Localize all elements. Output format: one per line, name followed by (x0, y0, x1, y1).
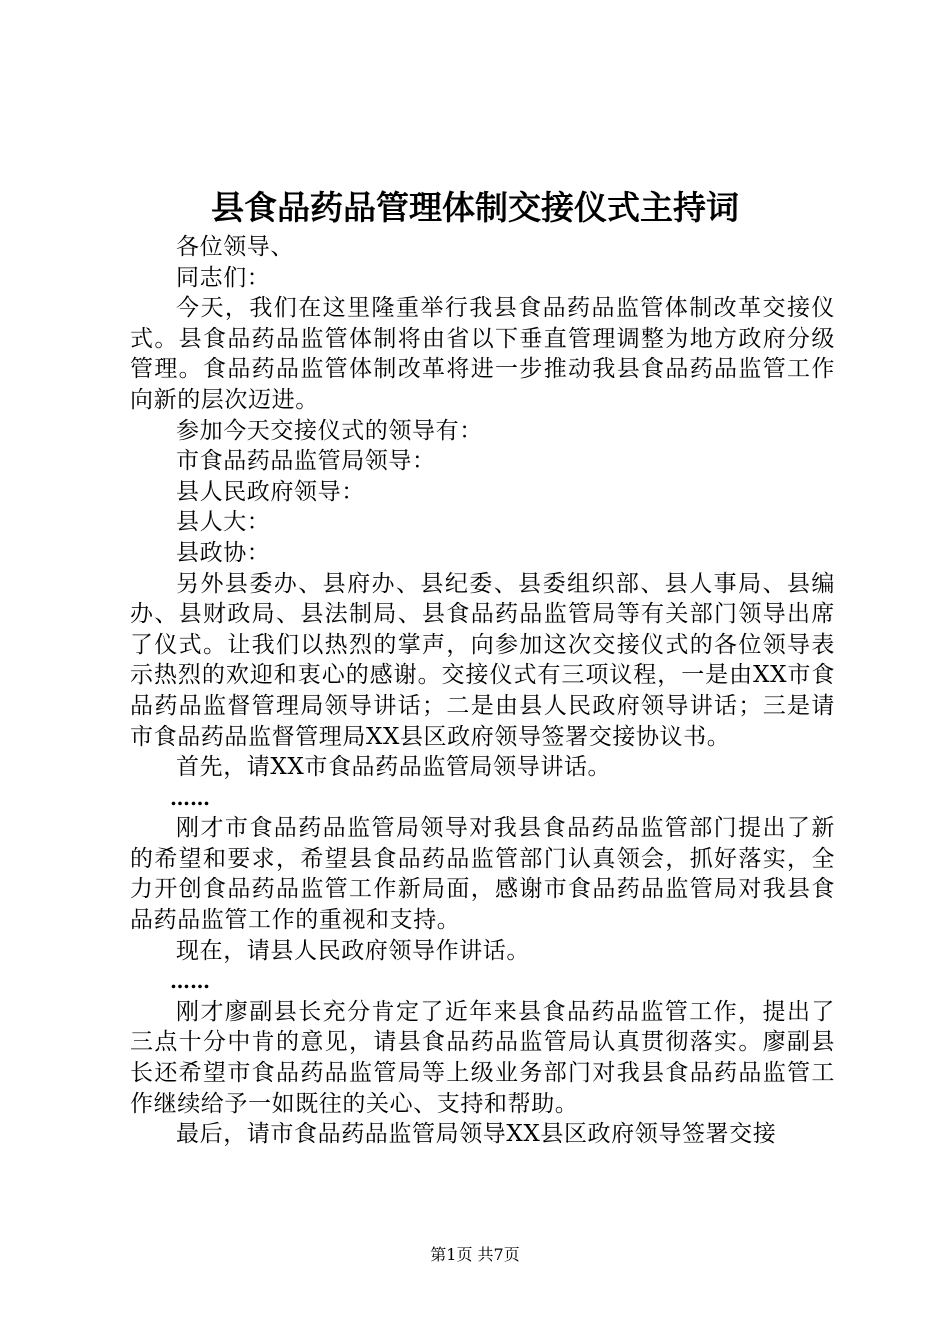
paragraph-greeting-comrades: 同志们： (176, 264, 271, 291)
paragraph-attending-leaders: 参加今天交接仪式的领导有： (176, 417, 483, 444)
paragraph-signing: 最后，请市食品药品监管局领导XX县区政府领导签署交接 (176, 1121, 777, 1148)
paragraph-second-speech: 现在，请县人民政府领导作讲话。 (176, 937, 530, 964)
paragraph-greeting-leaders: 各位领导、 (176, 234, 294, 260)
ellipsis-divider: …… (170, 969, 210, 994)
paragraph-second-summary: 刚才廖副县长充分肯定了近年来县食品药品监管工作，提出了三点十分中肯的意见，请县食品药品监管局认真贯彻落实。廖副县长还希望市食品药品监管局等上级业务部门对我县食品药品监管工作继续给予一如既往的关心、支持和帮助。 (130, 998, 835, 1117)
paragraph-county-cppcc: 县政协： (176, 539, 271, 566)
paragraph-county-congress: 县人大： (176, 509, 271, 536)
paragraph-agenda: 另外县委办、县府办、县纪委、县委组织部、县人事局、县编办、县财政局、县法制局、县食品药品监管局等有关部门领导出席了仪式。让我们以热烈的掌声，向参加这次交接仪式的各位领导表示热烈的欢迎和衷心的感谢。交接仪式有三项议程，一是由XX市食品药品监督管理局领导讲话；二是由县人民政府领导讲话；三是请市食品药品监督管理局XX县区政府领导签署交接协议书。 (130, 570, 835, 750)
paragraph-first-speech: 首先，请XX市食品药品监管局领导讲话。 (176, 754, 612, 781)
ellipsis-divider: …… (170, 785, 210, 810)
paragraph-first-summary: 刚才市食品药品监管局领导对我县食品药品监管部门提出了新的希望和要求，希望县食品药品监管部门认真领会，抓好落实，全力开创食品药品监管工作新局面，感谢市食品药品监管局对我县食品药品监管工作的重视和支持。 (130, 815, 835, 934)
document-body (130, 232, 835, 1150)
paragraph-county-government-leaders: 县人民政府领导： (176, 478, 365, 505)
document-title: 县食品药品管理体制交接仪式主持词 (211, 188, 739, 227)
page-indicator: 第1页 共7页 (430, 1245, 520, 1264)
paragraph-city-bureau-leaders: 市食品药品监管局领导： (176, 448, 436, 475)
paragraph-opening: 今天，我们在这里隆重举行我县食品药品监管体制改革交接仪式。县食品药品监管体制将由省以下垂直管理调整为地方政府分级管理。食品药品监管体制改革将进一步推动我县食品药品监管工作向新的层次迈进。 (130, 295, 835, 413)
